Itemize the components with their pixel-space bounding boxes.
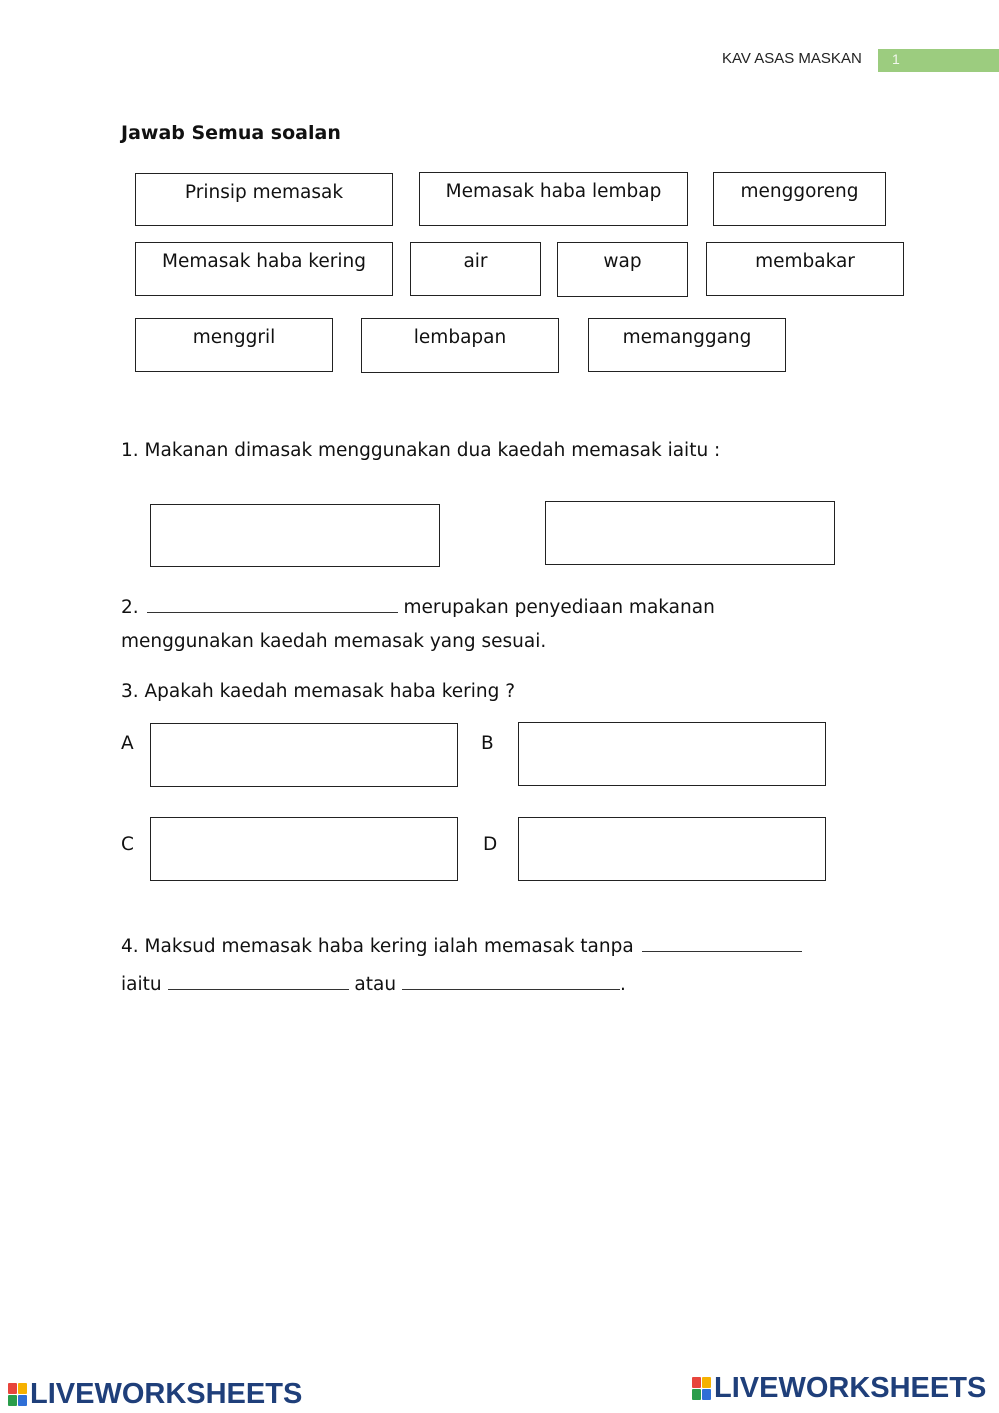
word-memasak-haba-lembap[interactable]: Memasak haba lembap — [419, 172, 688, 226]
q4-iaitu: iaitu — [121, 974, 162, 995]
q4-blank-1[interactable] — [642, 933, 802, 952]
q2-blank[interactable] — [147, 594, 398, 613]
q4-prefix: 4. Maksud memasak haba kering ialah memasak tanpa — [121, 936, 634, 957]
q4-end: . — [619, 974, 626, 995]
question-2-line-1 — [121, 594, 715, 618]
q3-label-d: D — [483, 834, 498, 855]
header-title: KAV ASAS MASKAN — [722, 50, 862, 67]
q3-answer-box-d[interactable] — [518, 817, 826, 881]
question-1: 1. Makanan dimasak menggunakan dua kaedah memasak iaitu : — [121, 440, 721, 461]
page-number: 1 — [892, 51, 900, 67]
word-lembapan[interactable]: lembapan — [361, 318, 559, 373]
q3-answer-box-c[interactable] — [150, 817, 458, 881]
question-2-line-2: menggunakan kaedah memasak yang sesuai. — [121, 631, 547, 652]
q3-label-c: C — [121, 834, 134, 855]
logo-left-text: LIVEWORKSHEETS — [30, 1378, 303, 1410]
question-3: 3. Apakah kaedah memasak haba kering ? — [121, 681, 516, 702]
word-menggoreng[interactable]: menggoreng — [713, 172, 886, 226]
logo-right-text: LIVEWORKSHEETS — [714, 1372, 987, 1404]
word-prinsip-memasak[interactable]: Prinsip memasak — [135, 173, 393, 226]
word-memasak-haba-kering[interactable]: Memasak haba kering — [135, 242, 393, 296]
liveworksheets-logo-right — [692, 1372, 986, 1405]
q4-blank-3[interactable] — [402, 971, 620, 990]
liveworksheets-logo-left — [8, 1378, 302, 1411]
q4-blank-2[interactable] — [168, 971, 349, 990]
q1-answer-box-2[interactable] — [545, 501, 835, 565]
liveworksheets-mark-icon — [8, 1383, 27, 1406]
word-membakar[interactable]: membakar — [706, 242, 904, 296]
question-4-line-1 — [121, 933, 802, 957]
q2-prefix: 2. — [121, 597, 139, 618]
liveworksheets-mark-icon — [692, 1377, 711, 1400]
q3-label-b: B — [481, 733, 494, 754]
word-menggril[interactable]: menggril — [135, 318, 333, 372]
q4-atau: atau — [354, 974, 397, 995]
q3-answer-box-b[interactable] — [518, 722, 826, 786]
word-wap[interactable]: wap — [557, 242, 688, 297]
q1-answer-box-1[interactable] — [150, 504, 440, 567]
q3-label-a: A — [121, 733, 134, 754]
page-title: Jawab Semua soalan — [121, 122, 341, 144]
question-4-line-2 — [121, 971, 626, 995]
q2-suffix: merupakan penyediaan makanan — [403, 597, 715, 618]
q3-answer-box-a[interactable] — [150, 723, 458, 787]
word-memanggang[interactable]: memanggang — [588, 318, 786, 372]
word-air[interactable]: air — [410, 242, 541, 296]
